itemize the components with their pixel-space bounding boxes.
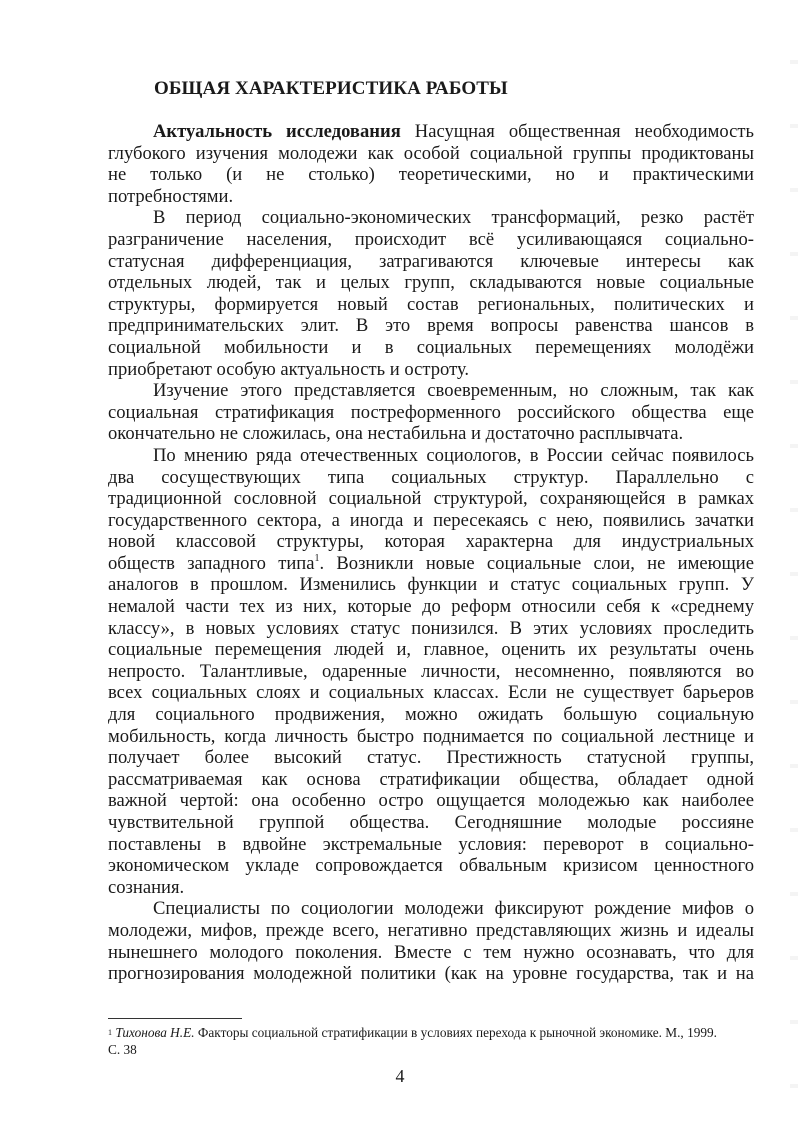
text-line-content: немалой части тех из них, которые до реформ относили себя к «среднему xyxy=(108,596,754,618)
text-line-content: разграничение населения, происходит всё усиливающаяся социально- xyxy=(108,228,754,250)
text-line xyxy=(108,661,754,683)
text-line-content: глубокого изучения молодежи как особой социальной группы продиктованы xyxy=(108,142,754,164)
text-line xyxy=(108,359,754,381)
text-line xyxy=(108,488,754,510)
footnote-line-1 xyxy=(108,1024,754,1041)
text-line-content: мобильность, когда личность быстро поднимается по социальной лестнице и xyxy=(108,725,754,747)
footnote-separator xyxy=(108,1018,242,1019)
text-line xyxy=(108,423,754,445)
text-line xyxy=(108,726,754,748)
text-line xyxy=(108,272,754,294)
text-line-content: социальная стратификация постреформенного российского общества еще xyxy=(108,401,754,423)
text-line-content: структуры, формируется новый состав региональных, политических и xyxy=(108,293,754,315)
text-line-content: По мнению ряда отечественных социологов, в России сейчас появилось xyxy=(153,444,754,466)
text-line-content: непросто. Талантливые, одаренные личности, несомненно, появляются во xyxy=(108,660,754,682)
text-line xyxy=(108,898,754,920)
text-line-content: приобретают особую актуальность и остроту. xyxy=(108,358,470,380)
text-line xyxy=(108,963,754,985)
text-line xyxy=(108,207,754,229)
text-line-content: Изучение этого представляется своевременным, но сложным, так как xyxy=(153,380,754,402)
text-line-content-after: . Возникли новые социальные слои, не имеющие xyxy=(319,552,755,574)
footnote-author: Тихонова Н.Е. xyxy=(115,1025,195,1040)
text-line xyxy=(108,790,754,812)
body-text xyxy=(108,121,754,985)
text-line xyxy=(108,769,754,791)
text-line-content: экономическом укладе сопровождается обвальным кризисом ценностного xyxy=(108,855,754,877)
text-line xyxy=(108,834,754,856)
text-line xyxy=(108,294,754,316)
text-line xyxy=(108,704,754,726)
text-line-content: Насущная общественная необходимость xyxy=(400,121,755,142)
text-line-content: отдельных людей, так и целых групп, складываются новые социальные xyxy=(108,272,754,294)
text-line-content: потребностями. xyxy=(108,185,234,207)
text-line xyxy=(108,402,754,424)
text-line xyxy=(108,747,754,769)
text-line xyxy=(108,315,754,337)
text-line xyxy=(108,877,754,899)
text-line-content: рассматриваемая как основа стратификации общества, обладает одной xyxy=(108,768,754,790)
text-line-content: социальной мобильности и в социальных перемещениях молодёжи xyxy=(108,336,754,358)
text-line xyxy=(108,121,754,143)
text-line-content: В период социально-экономических трансформаций, резко растёт xyxy=(153,207,754,229)
text-line xyxy=(108,531,754,553)
footnote xyxy=(108,1024,754,1058)
text-line xyxy=(108,553,754,575)
scan-bleed-artifact xyxy=(790,0,798,1133)
text-line-content: прогнозирования молодежной политики (как на уровне государства, так и на xyxy=(108,963,754,985)
text-line-content: аналогов в прошлом. Изменились функции и статус социальных групп. У xyxy=(108,574,754,596)
text-line-content: два сосуществующих типа социальных структур. Параллельно с xyxy=(108,466,754,488)
text-line-content: получает более высокий статус. Престижность статусной группы, xyxy=(108,747,754,769)
lead-term: Актуальность исследования xyxy=(153,121,401,142)
text-line xyxy=(108,855,754,877)
footnote-marker: 1 xyxy=(108,1028,112,1037)
text-line-content: сознания. xyxy=(108,876,185,898)
text-line xyxy=(108,510,754,532)
footnote-line-2: С. 38 xyxy=(108,1042,137,1057)
text-line-content: нынешнего молодого поколения. Вместе с тем нужно осознавать, что для xyxy=(108,941,754,963)
page-number: 4 xyxy=(395,1066,405,1086)
footnote-reference[interactable]: 1 xyxy=(314,552,320,564)
text-line xyxy=(108,639,754,661)
text-line xyxy=(108,251,754,273)
text-line-content: поставлены в вдвойне экстремальные условия: переворот в социально- xyxy=(108,833,754,855)
text-line xyxy=(108,143,754,165)
text-line-content: Специалисты по социологии молодежи фиксируют рождение мифов о xyxy=(153,898,754,920)
text-line-content: традиционной сословной социальной структурой, сохраняющейся в рамках xyxy=(108,488,754,510)
text-line xyxy=(108,682,754,704)
text-line xyxy=(108,445,754,467)
text-line-content: новой классовой структуры, которая характерна для индустриальных xyxy=(108,531,754,553)
text-line-content: чувствительной группой общества. Сегодняшние молодые россияне xyxy=(108,812,754,833)
text-line xyxy=(108,467,754,489)
text-line xyxy=(108,574,754,596)
text-line xyxy=(108,812,754,834)
text-line xyxy=(108,618,754,640)
text-line-content: классу», в новых условиях статус понизился. В этих условиях проследить xyxy=(108,617,754,639)
section-heading: ОБЩАЯ ХАРАКТЕРИСТИКА РАБОТЫ xyxy=(154,78,508,99)
text-line-content: важной чертой: она особенно остро ощущается молодежью как наиболее xyxy=(108,790,754,812)
text-line xyxy=(108,942,754,964)
footnote-text: Факторы социальной стратификации в условиях перехода к рыночной экономике. М., 1999. xyxy=(194,1025,717,1040)
text-line-content: окончательно не сложилась, она нестабильна и достаточно расплывчата. xyxy=(108,423,684,445)
text-line-content: статусная дифференциация, затрагиваются ключевые интересы как xyxy=(108,250,754,272)
text-line xyxy=(108,229,754,251)
text-line-content: государственного сектора, а иногда и пересекаясь с нею, появились зачатки xyxy=(108,509,754,531)
text-line-content: не только (и не столько) теоретическими, но и практическими xyxy=(108,164,754,186)
text-line xyxy=(108,337,754,359)
text-line xyxy=(108,380,754,402)
text-line-content: всех социальных слоях и социальных классах. Если не существует барьеров xyxy=(108,682,754,704)
text-line-content: обществ западного типа xyxy=(108,552,315,574)
text-line-content: для социального продвижения, можно ожидать большую социальную xyxy=(108,704,754,726)
text-line xyxy=(108,186,754,208)
text-line-content: молодежи, мифов, прежде всего, негативно представляющих жизнь и идеалы xyxy=(108,919,754,941)
text-line xyxy=(108,596,754,618)
text-line xyxy=(108,920,754,942)
text-line xyxy=(108,164,754,186)
text-line-content: предпринимательских элит. В это время вопросы равенства шансов в xyxy=(108,315,754,337)
text-line-content: социальные перемещения людей и, главное, оценить их результаты очень xyxy=(108,639,754,661)
